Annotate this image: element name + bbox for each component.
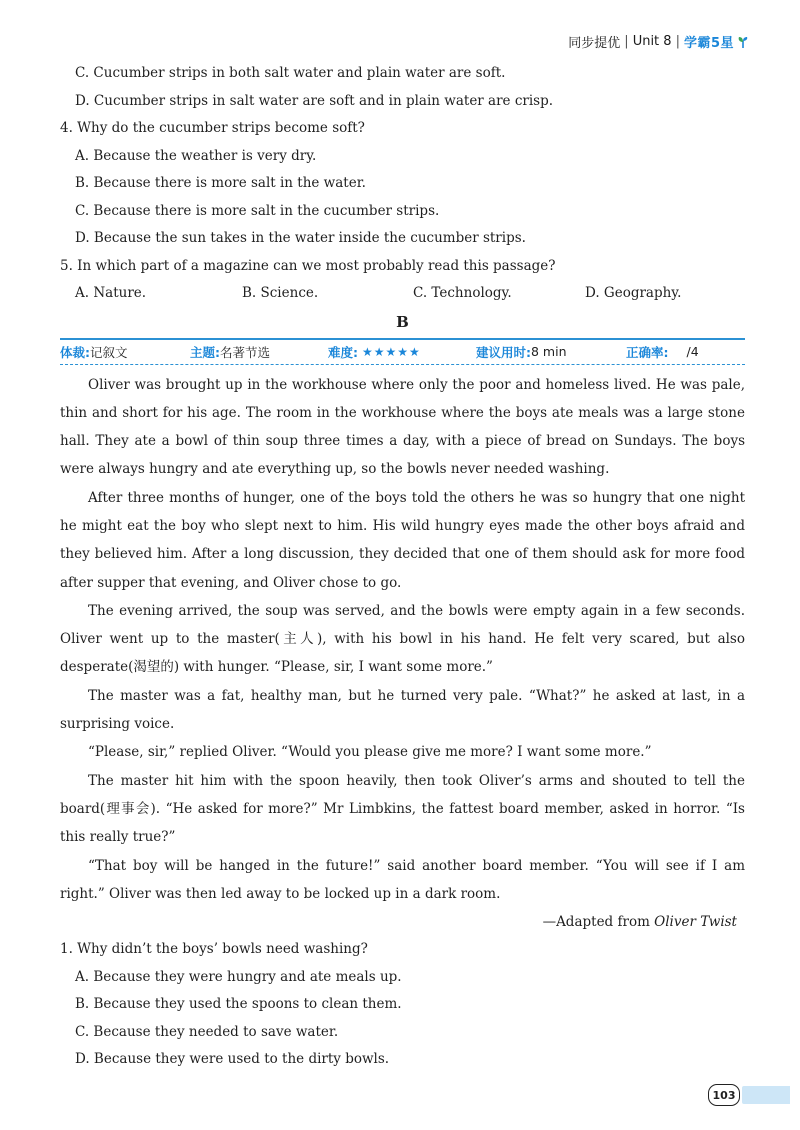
option-q5-c[interactable]: C. Technology. [413,285,512,301]
question-4-stem: 4. Why do the cucumber strips become soft? [60,120,365,136]
section-heading: B [396,312,409,331]
question-1-stem: 1. Why didn’t the boys’ bowls need washing? [60,941,368,958]
topic-value: 名著节选 [220,344,271,360]
accuracy-info [626,343,699,361]
time-info [476,343,626,361]
difficulty-label: 难度: [328,344,358,360]
option-q3-c[interactable]: C. Cucumber strips in both salt water and plain water are soft. [75,65,506,81]
genre-label: 体裁: [60,344,90,360]
passage-info-bar [60,338,745,365]
page-content [60,60,745,1074]
page-number: 103 [708,1084,740,1106]
topic-label: 主题: [190,344,220,360]
time-label: 建议用时: [476,344,531,360]
accuracy-label: 正确率: [626,344,669,360]
header-separator: | [675,34,680,49]
accuracy-value: /4 [686,344,699,359]
footer-decor-bar [742,1086,790,1104]
passage-paragraph: “Please, sir,” replied Oliver. “Would you please give me more? I want some more.” [88,744,652,761]
page-header [568,32,748,51]
header-separator: | [624,34,629,49]
star-rating-icon: ★★★★★ [362,344,421,359]
passage-source [60,908,745,936]
option-q3-d[interactable]: D. Cucumber strips in salt water are soft and in plain water are crisp. [75,92,554,109]
passage-paragraph: The master hit him with the spoon heavily, then took Oliver’s arms and shouted to tell the board(理事会). “He asked for more?” Mr Limbkins, the fattest board member, asked in horror. “Is this really true?” [60,772,745,846]
genre-info [60,343,190,361]
passage-paragraph: Oliver was brought up in the workhouse where only the poor and homeless lived. He was pale, thin and short for his age. The room in the workhouse where the boys ate meals was a large stone hall. They ate a bowl of thin soup three times a day, with a piece of bread on Sundays. The boys were always hungry and ate everything up, so the bowls never needed washing. [60,376,745,478]
series-label: 同步提优 [568,36,621,51]
option-q4-a[interactable]: A. Because the weather is very dry. [75,147,317,164]
source-prefix: —Adapted from [542,914,655,931]
passage-paragraph: After three months of hunger, one of the boys told the others he was so hungry that one night he might eat the boy who slept next to him. His wild hungry eyes made the other boys afraid and they believed him. After a long discussion, they decided that one of them should ask for more food after supper that evening, and Oliver chose to go. [60,489,745,591]
option-q5-d[interactable]: D. Geography. [585,285,682,301]
option-q1-b[interactable]: B. Because they used the spoons to clean them. [75,996,402,1013]
passage-body [60,371,745,909]
question-5-options [60,280,745,308]
source-title: Oliver Twist [654,914,737,931]
option-q1-d[interactable]: D. Because they were used to the dirty bowls. [75,1051,390,1068]
option-q4-b[interactable]: B. Because there is more salt in the water. [75,175,366,191]
option-q4-c[interactable]: C. Because there is more salt in the cucumber strips. [75,202,440,219]
topic-info [190,343,328,361]
option-q5-a[interactable]: A. Nature. [75,285,147,301]
passage-paragraph: The evening arrived, the soup was served, and the bowls were empty again in a few seconds. Oliver went up to the master(主人), with his bowl in his hand. He felt very scared, but also desperate(渴望的) with hunger. “Please, sir, I want some more.” [60,602,745,676]
option-q1-c[interactable]: C. Because they needed to save water. [75,1023,339,1040]
sprout-icon [738,36,748,48]
passage-paragraph: The master was a fat, healthy man, but he turned very pale. “What?” he asked at last, in a surprising voice. [60,687,745,733]
brand-logo: 学霸5星 [683,36,734,51]
unit-label: Unit 8 [632,34,672,49]
question-5-stem: 5. In which part of a magazine can we most probably read this passage? [60,257,556,274]
genre-value: 记叙文 [90,344,128,360]
passage-paragraph: “That boy will be hanged in the future!” said another board member. “You will see if I am right.” Oliver was then led away to be locked up in a dark room. [60,857,745,902]
option-q5-b[interactable]: B. Science. [242,285,319,301]
difficulty-info [328,343,476,361]
option-q4-d[interactable]: D. Because the sun takes in the water inside the cucumber strips. [75,230,526,246]
option-q1-a[interactable]: A. Because they were hungry and ate meals up. [75,968,402,985]
time-value: 8 min [531,344,567,359]
